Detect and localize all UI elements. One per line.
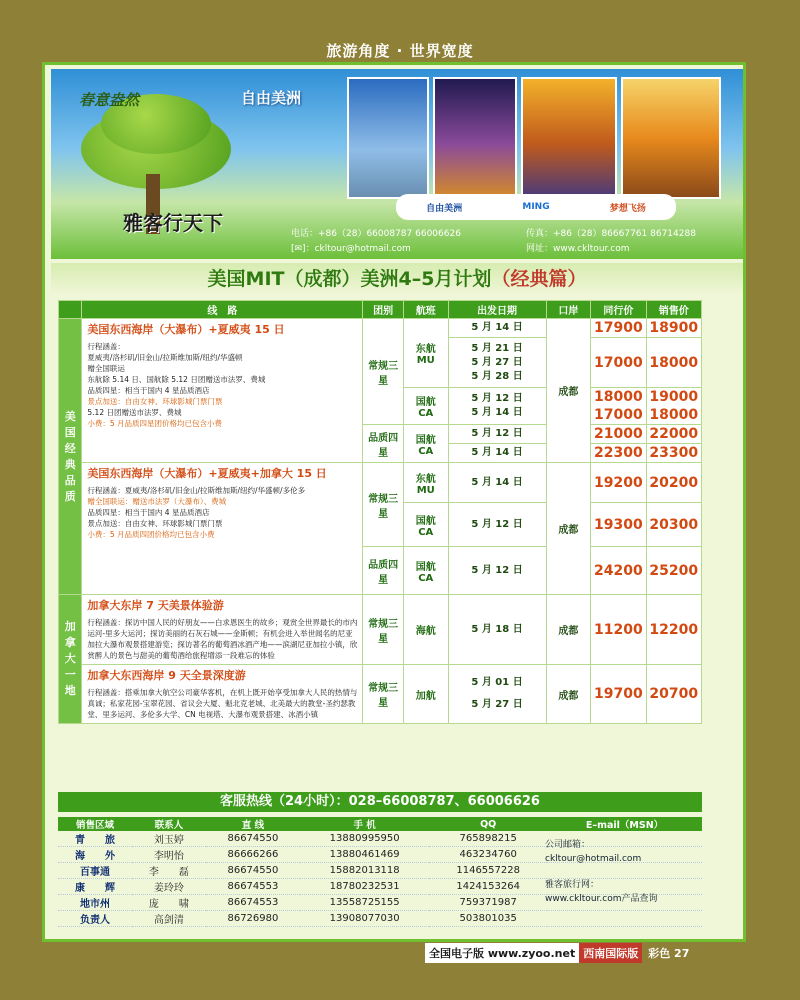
direct-line: 86666266 bbox=[206, 847, 300, 863]
col-contact: 联系人 bbox=[132, 817, 206, 831]
airline-name: 国航 bbox=[415, 397, 436, 408]
route-title: 加拿大东西海岸 9 天全景深度游 bbox=[87, 669, 246, 682]
airline bbox=[403, 595, 448, 665]
airline-name: 东航 bbox=[415, 473, 436, 485]
website[interactable]: 网址：www.ckltour.com bbox=[526, 244, 630, 254]
route-detail: 东航除 5.14 日、国航除 5.12 日团赠送市法罗、费城 bbox=[87, 375, 266, 384]
depart-date: 5 月 12 日 5 月 14 日 bbox=[448, 388, 546, 425]
route-4 bbox=[82, 665, 363, 724]
magazine-header: 旅游角度 · 世界宽度 bbox=[326, 42, 474, 60]
route-title: 美国东西海岸（大瀑布）+夏威夷 15 日 bbox=[87, 323, 285, 336]
direct-line: 86674550 bbox=[206, 863, 300, 879]
direct-line: 86674553 bbox=[206, 895, 300, 911]
port: 成都 bbox=[546, 319, 591, 463]
castle-photo bbox=[433, 77, 517, 199]
region: 青 旅 bbox=[58, 831, 132, 847]
airline-code: CA bbox=[418, 408, 434, 419]
partner-logos bbox=[396, 194, 676, 220]
trade-price: 17900 bbox=[591, 319, 646, 338]
depart-date: 5 月 14 日 bbox=[448, 463, 546, 503]
hotline-bar: 客服热线（24小时）：028–66008787、66006626 bbox=[58, 792, 702, 812]
tour-price-table bbox=[58, 300, 702, 724]
port: 成都 bbox=[546, 463, 591, 595]
region: 百事通 bbox=[58, 863, 132, 879]
airline bbox=[403, 503, 448, 547]
route-detail: 小费：5 月品质四团价格均已包含小费 bbox=[87, 530, 215, 539]
airline bbox=[403, 425, 448, 463]
airline bbox=[403, 547, 448, 595]
group-type: 常规三星 bbox=[363, 319, 403, 425]
route-detail: 小费：5 月品质四星团价格均已包含小费 bbox=[87, 419, 223, 428]
sale-price: 20200 bbox=[646, 463, 701, 503]
logo-ming: MING bbox=[522, 202, 550, 212]
banner-script-slogan: 春意盎然 bbox=[79, 91, 140, 109]
contact-name: 李明怡 bbox=[132, 847, 206, 863]
route-2 bbox=[82, 463, 363, 595]
route-detail: 行程涵盖： bbox=[87, 342, 125, 351]
region-edition: 西南国际版 bbox=[579, 943, 642, 963]
col-direct: 直 线 bbox=[206, 817, 300, 831]
airline-name: 国航 bbox=[415, 561, 436, 573]
col-group: 团别 bbox=[363, 301, 403, 319]
route-detail: 赠全国联运 bbox=[87, 364, 125, 373]
route-title: 美国东西海岸（大瀑布）+夏威夷+加拿大 15 日 bbox=[87, 467, 327, 480]
mobile: 13880995950 bbox=[300, 831, 429, 847]
port: 成都 bbox=[546, 665, 591, 724]
trade-price: 17000 bbox=[591, 338, 646, 388]
sale-price: 19000 18000 bbox=[646, 388, 701, 425]
depart-date: 5 月 12 日 bbox=[448, 425, 546, 444]
banner bbox=[51, 69, 743, 259]
route-title: 加拿大东岸 7 天美景体验游 bbox=[87, 599, 224, 612]
airline bbox=[403, 319, 448, 388]
trade-price: 18000 17000 bbox=[591, 388, 646, 425]
col-trade-price: 同行价 bbox=[591, 301, 646, 319]
plan-title-text: 美国MIT（成都）美洲4–5月计划 bbox=[207, 268, 492, 290]
contact-info bbox=[291, 227, 741, 257]
qq: 765898215 bbox=[429, 831, 547, 847]
airline bbox=[403, 388, 448, 425]
col-email: E–mail（MSN） bbox=[547, 817, 702, 831]
banner-free-america: 自由美洲 bbox=[241, 89, 302, 107]
lake-sunset-photo bbox=[521, 77, 617, 199]
company-email[interactable]: ckltour@hotmail.com bbox=[545, 854, 642, 864]
region: 负责人 bbox=[58, 911, 132, 927]
table-header bbox=[59, 301, 702, 319]
airline-code: CA bbox=[418, 526, 434, 538]
contact-name: 高剑清 bbox=[132, 911, 206, 927]
direct-line: 86726980 bbox=[206, 911, 300, 927]
depart-date: 5 月 12 日 bbox=[448, 503, 546, 547]
sale-price: 25200 bbox=[646, 547, 701, 595]
depart-date: 5 月 14 日 bbox=[448, 444, 546, 463]
plan-title-suffix: （经典篇） bbox=[491, 268, 587, 290]
col-date: 出发日期 bbox=[448, 301, 546, 319]
sale-price: 18900 bbox=[646, 319, 701, 338]
route-detail: 5.12 日团赠送市法罗、费城 bbox=[87, 408, 182, 417]
contact-name: 庞 啸 bbox=[132, 895, 206, 911]
route-detail: 行程涵盖：夏威夷/洛杉矶/旧金山/拉斯维加斯/纽约/华盛顿/多伦多 bbox=[87, 486, 306, 495]
route-detail: 夏威夷/洛杉矶/旧金山/拉斯维加斯/纽约/华盛顿 bbox=[87, 353, 243, 362]
route-1 bbox=[82, 319, 363, 463]
category-canada: 加拿大一地 bbox=[59, 595, 82, 724]
table-row bbox=[59, 665, 702, 724]
sale-price: 18000 bbox=[646, 338, 701, 388]
group-type: 品质四星 bbox=[363, 547, 403, 595]
depart-date: 5 月 18 日 bbox=[448, 595, 546, 665]
depart-date: 5 月 12 日 bbox=[448, 547, 546, 595]
group-type: 常规三星 bbox=[363, 595, 403, 665]
sale-price: 12200 bbox=[646, 595, 701, 665]
qq: 1146557228 bbox=[429, 863, 547, 879]
email[interactable]: [✉]：ckltour@hotmail.com bbox=[291, 244, 411, 254]
group-type: 品质四星 bbox=[363, 425, 403, 463]
col-sale-price: 销售价 bbox=[646, 301, 701, 319]
col-airline: 航班 bbox=[403, 301, 448, 319]
trade-price: 19700 bbox=[591, 665, 646, 724]
trade-price: 19300 bbox=[591, 503, 646, 547]
qq: 1424153264 bbox=[429, 879, 547, 895]
depart-date: 5 月 14 日 bbox=[448, 319, 546, 338]
sale-price: 20300 bbox=[646, 503, 701, 547]
category-usa: 美国经典品质 bbox=[59, 319, 82, 595]
airline-code: CA bbox=[418, 572, 434, 584]
port: 成都 bbox=[546, 595, 591, 665]
company-website[interactable]: www.ckltour.com产品查询 bbox=[545, 894, 658, 904]
mobile: 15882013118 bbox=[300, 863, 429, 879]
table-row bbox=[59, 595, 702, 665]
col-route: 线 路 bbox=[82, 301, 363, 319]
group-type: 常规三星 bbox=[363, 463, 403, 547]
mobile: 13558725155 bbox=[300, 895, 429, 911]
plains-sunset-photo bbox=[621, 77, 721, 199]
airline bbox=[403, 665, 448, 724]
group-type: 常规三星 bbox=[363, 665, 403, 724]
col-port: 口岸 bbox=[546, 301, 591, 319]
qq: 503801035 bbox=[429, 911, 547, 927]
fax: 传真：+86（28）86667761 86714288 bbox=[526, 229, 696, 239]
contacts-header bbox=[58, 817, 702, 831]
route-3 bbox=[82, 595, 363, 665]
route-detail: 品质四星：相当于国内 4 星品质酒店 bbox=[87, 508, 210, 517]
trade-price: 22300 bbox=[591, 444, 646, 463]
mobile: 13880461469 bbox=[300, 847, 429, 863]
airline-code: MU bbox=[416, 355, 435, 366]
web-label: 雅客旅行网： bbox=[545, 880, 600, 890]
page-number: 彩色 27 bbox=[648, 947, 690, 960]
sale-price: 23300 bbox=[646, 444, 701, 463]
trade-price: 19200 bbox=[591, 463, 646, 503]
company-mail-box bbox=[545, 838, 695, 906]
airline-code: MU bbox=[416, 484, 435, 496]
airline-name: 加航 bbox=[415, 690, 436, 702]
airline-name: 海航 bbox=[415, 626, 436, 637]
trade-price: 11200 bbox=[591, 595, 646, 665]
col-region: 销售区域 bbox=[58, 817, 132, 831]
airline-name: 东航 bbox=[415, 344, 436, 355]
region: 地市州 bbox=[58, 895, 132, 911]
qq: 759371987 bbox=[429, 895, 547, 911]
route-detail: 景点加送：自由女神、环球影城门票门票 bbox=[87, 397, 223, 406]
plan-title bbox=[51, 263, 743, 295]
tel: 电话：+86（28）66008787 66006626 bbox=[291, 229, 461, 239]
region: 康 辉 bbox=[58, 879, 132, 895]
qq: 463234760 bbox=[429, 847, 547, 863]
logo-dream: 梦想飞扬 bbox=[609, 203, 646, 214]
depart-date: 5 月 21 日 5 月 27 日 5 月 28 日 bbox=[448, 338, 546, 388]
route-detail: 行程涵盖：搭乘加拿大航空公司豪华客机，在机上既开始享受加拿大人民的热情与真诚；私家花园-宝翠花园、省议会大厦、魁北克老城、北美最大的教堂-圣约瑟教堂、里多运河、多伦多大学、CN 电视塔、大瀑布观景搭建、冰酒小镇 bbox=[87, 688, 358, 719]
depart-date: 5 月 01 日 5 月 27 日 bbox=[448, 665, 546, 724]
route-detail: 行程涵盖：探访中国人民的好朋友——白求恩医生的故乡；观赏全世界最长的市内运河-里多大运河；探访美丽的石灰石城——金斯顿；有机会进入举世闻名的尼亚加拉大瀑布观景搭建游览；探访著名的葡萄酒冰酒产地——滨湖尼亚加拉小镇，欣赏醉人的景色与甜美的葡萄酒给旅程增添一段难忘的体验 bbox=[87, 618, 358, 660]
statue-of-liberty-photo bbox=[347, 77, 429, 199]
page-footer bbox=[425, 943, 689, 963]
direct-line: 86674550 bbox=[206, 831, 300, 847]
direct-line: 86674553 bbox=[206, 879, 300, 895]
route-detail: 赠全国联运：赠送市法罗（大瀑布）、费城 bbox=[87, 497, 227, 506]
trade-price: 24200 bbox=[591, 547, 646, 595]
airline bbox=[403, 463, 448, 503]
airline-name: 国航 bbox=[415, 434, 436, 446]
edition-label: 全国电子版 www.zyoo.net bbox=[425, 943, 579, 963]
logo-free-america: 自由美洲 bbox=[426, 203, 463, 214]
mobile: 13908077030 bbox=[300, 911, 429, 927]
contact-name: 李 磊 bbox=[132, 863, 206, 879]
region: 海 外 bbox=[58, 847, 132, 863]
airline-name: 国航 bbox=[415, 515, 436, 527]
mail-label: 公司邮箱： bbox=[545, 840, 591, 850]
sale-price: 20700 bbox=[646, 665, 701, 724]
table-row bbox=[59, 319, 702, 338]
col-mobile: 手 机 bbox=[300, 817, 429, 831]
sale-price: 22000 bbox=[646, 425, 701, 444]
route-detail: 品质四星：相当于国内 4 星品质酒店 bbox=[87, 386, 210, 395]
contact-name: 姜玲玲 bbox=[132, 879, 206, 895]
mobile: 18780232531 bbox=[300, 879, 429, 895]
trade-price: 21000 bbox=[591, 425, 646, 444]
banner-main-slogan: 雅客行天下 bbox=[123, 211, 223, 235]
contact-row bbox=[58, 911, 702, 927]
route-detail: 景点加送：自由女神、环球影城门票门票 bbox=[87, 519, 223, 528]
table-row bbox=[59, 463, 702, 503]
contact-name: 刘玉婷 bbox=[132, 831, 206, 847]
col-qq: QQ bbox=[429, 817, 547, 831]
airline-code: CA bbox=[418, 445, 434, 457]
